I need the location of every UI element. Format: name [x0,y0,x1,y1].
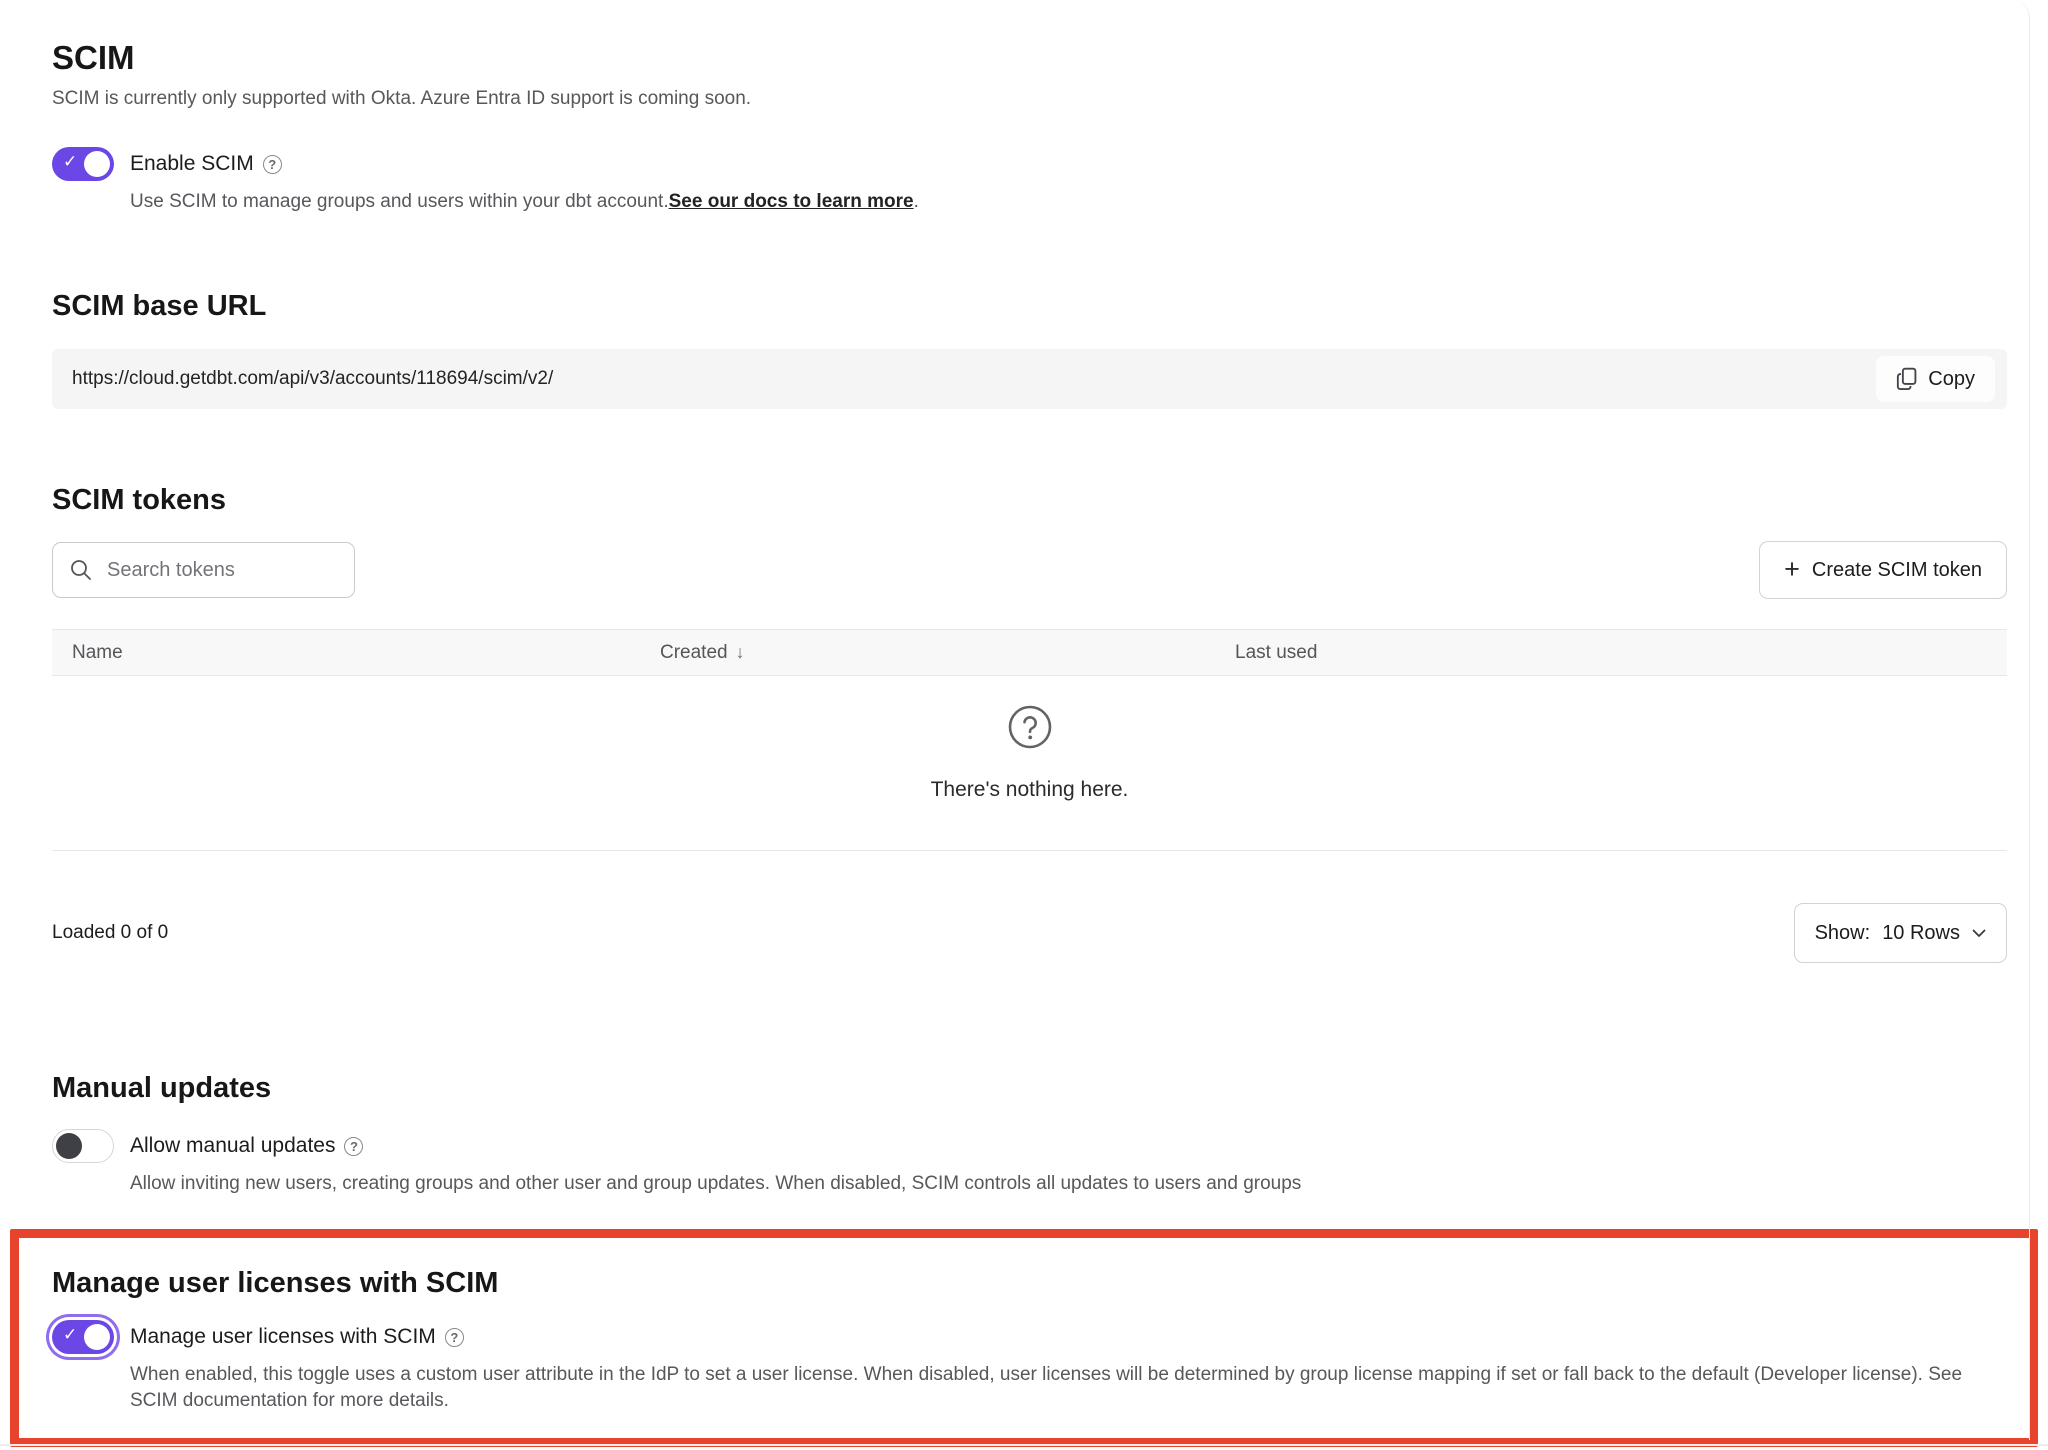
tokens-title: SCIM tokens [52,484,227,516]
toggle-knob [84,1324,110,1350]
scim-section-title: SCIM [52,39,135,76]
licenses-section-title: Manage user licenses with SCIM [52,1267,499,1299]
loaded-count: Loaded 0 of 0 [52,922,169,943]
create-scim-token-button[interactable]: + Create SCIM token [1759,541,2007,599]
docs-link[interactable]: See our docs to learn more [668,191,914,212]
column-header-last-used[interactable]: Last used [1235,641,1318,663]
copy-button[interactable]: Copy [1876,356,1995,402]
scim-section-subtitle: SCIM is currently only supported with Okta. Azure Entra ID support is coming soon. [52,88,752,109]
help-icon[interactable]: ? [263,155,282,174]
tokens-empty-state [52,676,2007,851]
toggle-knob [56,1133,82,1159]
search-tokens-box [52,542,355,598]
enable-scim-label: Enable SCIM ? [130,152,282,176]
allow-manual-updates-description: Allow inviting new users, creating groups and other user and group updates. When disabled, SCIM controls all updates to users and groups [130,1173,1302,1194]
scim-base-url-value: https://cloud.getdbt.com/api/v3/accounts/118694/scim/v2/ [72,368,554,389]
highlight-annotation-box [10,1229,2038,1447]
tokens-table-header [52,629,2007,676]
column-header-created[interactable]: Created ↓ [660,641,745,663]
base-url-title: SCIM base URL [52,290,267,322]
manage-licenses-toggle[interactable] [52,1320,114,1354]
plus-icon: + [1784,553,1800,584]
sort-descending-icon: ↓ [735,642,745,662]
allow-manual-updates-toggle[interactable] [52,1129,114,1163]
enable-scim-toggle[interactable] [52,147,114,181]
copy-icon [1896,367,1918,391]
help-icon[interactable]: ? [445,1328,464,1347]
check-icon: ✓ [63,1325,78,1344]
manual-updates-title: Manual updates [52,1072,272,1104]
help-icon[interactable]: ? [344,1137,363,1156]
chevron-down-icon [1972,929,1986,938]
manage-licenses-description: When enabled, this toggle uses a custom user attribute in the IdP to set a user license. When disabled, user licenses will be determined by group license mapping if set or fall back to the default (Developer license). See SCIM documentation for more details. [130,1364,1963,1411]
show-rows-dropdown[interactable]: Show: 10 Rows [1794,903,2007,963]
empty-state-message: There's nothing here. [930,778,1129,801]
search-icon [69,558,93,582]
search-tokens-input[interactable] [105,558,338,583]
column-header-name[interactable]: Name [72,641,123,663]
manage-licenses-label: Manage user licenses with SCIM ? [130,1325,464,1349]
check-icon: ✓ [63,152,78,171]
scim-base-url-bar [52,349,2007,409]
enable-scim-description: Use SCIM to manage groups and users within your dbt account.See our docs to learn more. [130,191,919,212]
allow-manual-updates-label: Allow manual updates ? [130,1134,363,1158]
question-circle-icon [1007,704,1053,750]
toggle-knob [84,151,110,177]
